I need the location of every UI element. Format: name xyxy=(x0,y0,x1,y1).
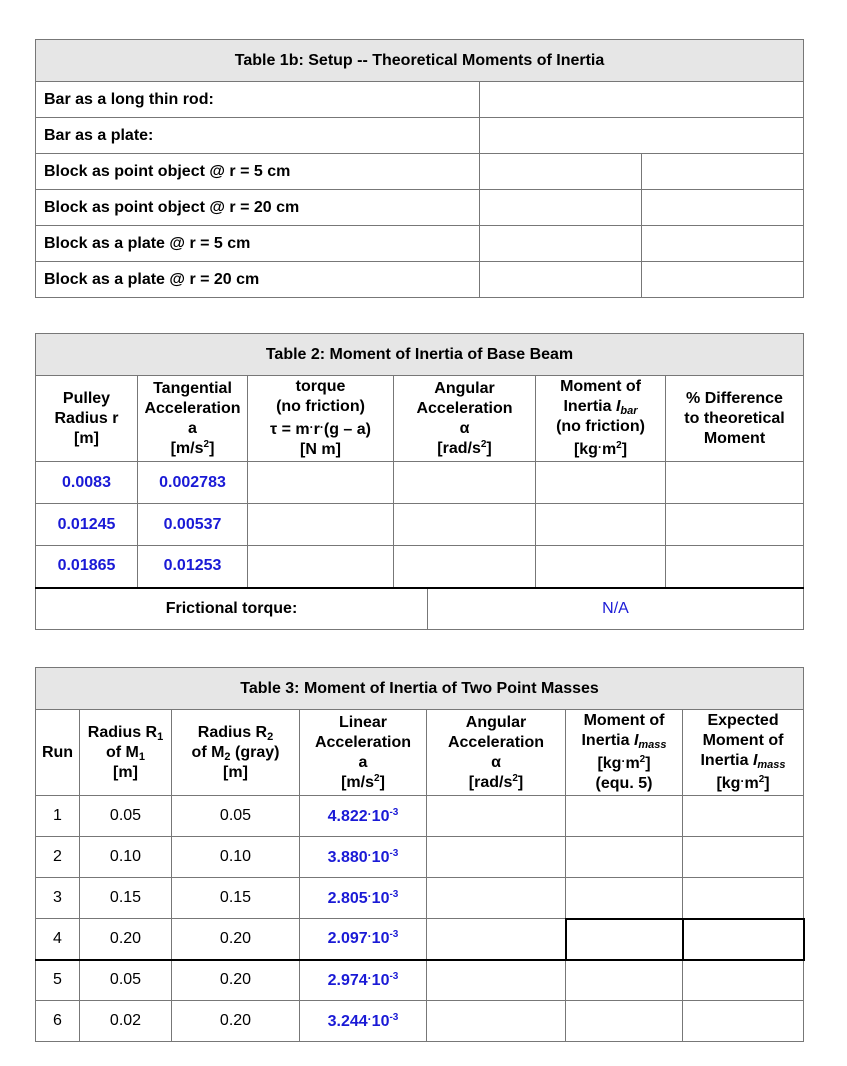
frictional-torque-value: N/A xyxy=(428,588,804,630)
angular-accel-cell[interactable] xyxy=(427,919,566,960)
moment-cell[interactable] xyxy=(566,960,683,1001)
table-1b-cell[interactable] xyxy=(480,154,642,190)
header-pulley-radius: Pulley Radius r [m] xyxy=(36,376,138,462)
header-radius-r2: Radius $R_2$ of $M_2$ (gray) [m] xyxy=(172,710,300,796)
linear-accel-value: $3.880\cdot 10^{-3}$ xyxy=(300,837,427,878)
radius-r2-value: 0.10 xyxy=(172,837,300,878)
angular-accel-cell[interactable] xyxy=(394,546,536,588)
percent-diff-cell[interactable] xyxy=(666,546,804,588)
table-1b-row-label: Block as a plate @ r = 5 cm xyxy=(36,226,480,262)
percent-diff-cell[interactable] xyxy=(666,504,804,546)
header-radius-r1: Radius $R_1$ of $M_1$ [m] xyxy=(80,710,172,796)
header-moment-of-inertia-mass: Moment of Inertia $I_{mass}$ $[kg\cdot m^2]$ (equ. 5) xyxy=(566,710,683,796)
table-3-title: Table 3: Moment of Inertia of Two Point Masses xyxy=(36,668,804,710)
radius-r1-value: 0.05 xyxy=(80,960,172,1001)
header-angular-acceleration: Angular Acceleration α $[rad/s^2]$ xyxy=(427,710,566,796)
moment-cell[interactable] xyxy=(536,546,666,588)
moment-cell[interactable] xyxy=(536,462,666,504)
moment-cell[interactable] xyxy=(566,919,683,960)
linear-accel-value: $4.822\cdot 10^{-3}$ xyxy=(300,796,427,837)
table-1b-row-label: Block as point object @ r = 5 cm xyxy=(36,154,480,190)
table-1b-cell[interactable] xyxy=(642,154,804,190)
table-1b-cell[interactable] xyxy=(480,118,804,154)
table-1b-cell[interactable] xyxy=(642,226,804,262)
table-1b-cell[interactable] xyxy=(642,190,804,226)
percent-diff-cell[interactable] xyxy=(666,462,804,504)
torque-cell[interactable] xyxy=(248,462,394,504)
radius-r2-value: 0.20 xyxy=(172,960,300,1001)
linear-accel-value: $2.097\cdot 10^{-3}$ xyxy=(300,919,427,960)
run-number: 3 xyxy=(36,878,80,919)
table-1b-cell[interactable] xyxy=(480,226,642,262)
table-1b-row-label: Block as a plate @ r = 20 cm xyxy=(36,262,480,298)
radius-r2-value: 0.20 xyxy=(172,1001,300,1042)
pulley-radius-value: 0.0083 xyxy=(36,462,138,504)
linear-accel-value: $2.805\cdot 10^{-3}$ xyxy=(300,878,427,919)
radius-r1-value: 0.05 xyxy=(80,796,172,837)
torque-cell[interactable] xyxy=(248,546,394,588)
linear-accel-value: $2.974\cdot 10^{-3}$ xyxy=(300,960,427,1001)
radius-r1-value: 0.20 xyxy=(80,919,172,960)
expected-moment-cell[interactable] xyxy=(683,1001,804,1042)
radius-r1-value: 0.10 xyxy=(80,837,172,878)
expected-moment-cell[interactable] xyxy=(683,796,804,837)
header-tangential-acceleration: Tangential Acceleration a $[m/s^2]$ xyxy=(138,376,248,462)
frictional-torque-label: Frictional torque: xyxy=(36,588,428,630)
angular-accel-cell[interactable] xyxy=(394,504,536,546)
moment-cell[interactable] xyxy=(566,1001,683,1042)
run-number: 2 xyxy=(36,837,80,878)
angular-accel-cell[interactable] xyxy=(394,462,536,504)
run-number: 5 xyxy=(36,960,80,1001)
tangential-accel-value: 0.002783 xyxy=(138,462,248,504)
moment-cell[interactable] xyxy=(536,504,666,546)
radius-r1-value: 0.02 xyxy=(80,1001,172,1042)
header-angular-acceleration: Angular Acceleration α $[rad/s^2]$ xyxy=(394,376,536,462)
torque-cell[interactable] xyxy=(248,504,394,546)
table-1b xyxy=(35,39,804,298)
table-2 xyxy=(35,333,804,630)
moment-cell[interactable] xyxy=(566,837,683,878)
radius-r2-value: 0.15 xyxy=(172,878,300,919)
angular-accel-cell[interactable] xyxy=(427,878,566,919)
run-number: 4 xyxy=(36,919,80,960)
header-linear-acceleration: Linear Acceleration a $[m/s^2]$ xyxy=(300,710,427,796)
angular-accel-cell[interactable] xyxy=(427,837,566,878)
header-percent-difference: % Difference to theoretical Moment xyxy=(666,376,804,462)
radius-r2-value: 0.05 xyxy=(172,796,300,837)
table-3 xyxy=(35,667,805,1042)
expected-moment-cell[interactable] xyxy=(683,837,804,878)
table-1b-cell[interactable] xyxy=(480,262,642,298)
table-1b-cell[interactable] xyxy=(480,82,804,118)
header-moment-of-inertia-bar: Moment of Inertia $I_{bar}$ (no friction) $[kg\cdot m^2]$ xyxy=(536,376,666,462)
table-1b-cell[interactable] xyxy=(480,190,642,226)
angular-accel-cell[interactable] xyxy=(427,960,566,1001)
table-2-title: Table 2: Moment of Inertia of Base Beam xyxy=(36,334,804,376)
moment-cell[interactable] xyxy=(566,878,683,919)
table-1b-row-label: Block as point object @ r = 20 cm xyxy=(36,190,480,226)
expected-moment-cell[interactable] xyxy=(683,878,804,919)
table-1b-row-label: Bar as a long thin rod: xyxy=(36,82,480,118)
angular-accel-cell[interactable] xyxy=(427,796,566,837)
expected-moment-cell[interactable] xyxy=(683,960,804,1001)
linear-accel-value: $3.244\cdot 10^{-3}$ xyxy=(300,1001,427,1042)
pulley-radius-value: 0.01245 xyxy=(36,504,138,546)
radius-r1-value: 0.15 xyxy=(80,878,172,919)
header-run: Run xyxy=(36,710,80,796)
tangential-accel-value: 0.01253 xyxy=(138,546,248,588)
table-1b-row-label: Bar as a plate: xyxy=(36,118,480,154)
table-1b-title: Table 1b: Setup -- Theoretical Moments of Inertia xyxy=(36,40,804,82)
angular-accel-cell[interactable] xyxy=(427,1001,566,1042)
run-number: 1 xyxy=(36,796,80,837)
tangential-accel-value: 0.00537 xyxy=(138,504,248,546)
radius-r2-value: 0.20 xyxy=(172,919,300,960)
header-expected-moment: Expected Moment of Inertia $I_{mass}$ $[kg\cdot m^2]$ xyxy=(683,710,804,796)
moment-cell[interactable] xyxy=(566,796,683,837)
pulley-radius-value: 0.01865 xyxy=(36,546,138,588)
header-torque: torque (no friction) τ = m·r·(g – a) [N m] xyxy=(248,376,394,462)
run-number: 6 xyxy=(36,1001,80,1042)
expected-moment-cell[interactable] xyxy=(683,919,804,960)
table-1b-cell[interactable] xyxy=(642,262,804,298)
